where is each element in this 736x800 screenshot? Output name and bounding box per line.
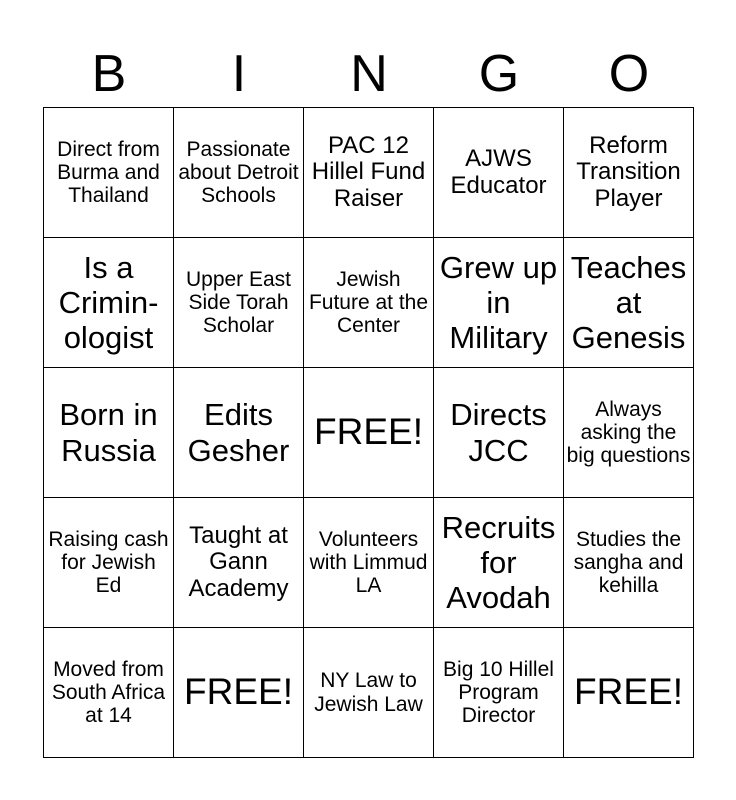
bingo-header: [44, 44, 694, 104]
bingo-cell-r2c1[interactable]: [44, 238, 174, 368]
free-space-text: FREE!: [314, 411, 423, 453]
bingo-cell-r3c3-free[interactable]: [304, 368, 434, 498]
cell-text: Upper East Side Torah Scholar: [185, 267, 292, 338]
bingo-cell-r2c5[interactable]: [564, 238, 694, 368]
bingo-cell-r5c4[interactable]: [434, 628, 564, 758]
cell-text: Reform Transition Player: [576, 131, 681, 212]
header-letter-b: B: [91, 45, 127, 103]
free-space-text: FREE!: [574, 671, 683, 713]
cell-text: Directs JCC: [450, 397, 547, 468]
cell-text: Big 10 Hillel Program Director: [443, 657, 554, 728]
bingo-cell-r5c1[interactable]: [44, 628, 174, 758]
bingo-cell-r4c3[interactable]: [304, 498, 434, 628]
header-letter-g: G: [478, 45, 520, 103]
cell-text: Raising cash for Jewish Ed: [48, 527, 169, 598]
bingo-cell-r3c4[interactable]: [434, 368, 564, 498]
bingo-cell-r5c3[interactable]: [304, 628, 434, 758]
bingo-cell-r4c5[interactable]: [564, 498, 694, 628]
bingo-grid: [43, 107, 694, 758]
bingo-cell-r2c2[interactable]: [174, 238, 304, 368]
cell-text: PAC 12 Hillel Fund Raiser: [311, 131, 426, 212]
bingo-cell-r1c5[interactable]: [564, 108, 694, 238]
header-letter-o: O: [608, 45, 650, 103]
bingo-cell-r5c5-free[interactable]: [564, 628, 694, 758]
bingo-cell-r4c1[interactable]: [44, 498, 174, 628]
cell-text: Taught at Gann Academy: [188, 521, 289, 602]
free-space-text: FREE!: [184, 671, 293, 713]
bingo-cell-r4c2[interactable]: [174, 498, 304, 628]
cell-text: Studies the sangha and kehilla: [573, 527, 684, 598]
cell-text: NY Law to Jewish Law: [314, 669, 423, 716]
header-letter-i: I: [231, 45, 247, 103]
cell-text: Direct from Burma and Thailand: [57, 137, 160, 208]
bingo-cell-r4c4[interactable]: [434, 498, 564, 628]
cell-text: Jewish Future at the Center: [308, 267, 429, 338]
bingo-cell-r1c4[interactable]: [434, 108, 564, 238]
cell-text: Teaches at Genesis: [570, 249, 687, 355]
cell-text: Born in Russia: [59, 397, 158, 468]
cell-text: Volunteers with Limmud LA: [309, 527, 428, 598]
cell-text: Moved from South Africa at 14: [51, 657, 166, 728]
bingo-cell-r3c5[interactable]: [564, 368, 694, 498]
bingo-cell-r5c2-free[interactable]: [174, 628, 304, 758]
bingo-cell-r2c4[interactable]: [434, 238, 564, 368]
cell-text: AJWS Educator: [450, 145, 547, 199]
bingo-cell-r1c2[interactable]: [174, 108, 304, 238]
bingo-cell-r3c2[interactable]: [174, 368, 304, 498]
bingo-cell-r1c1[interactable]: [44, 108, 174, 238]
bingo-cell-r2c3[interactable]: [304, 238, 434, 368]
cell-text: Edits Gesher: [187, 397, 290, 468]
bingo-cell-r1c3[interactable]: [304, 108, 434, 238]
cell-text: Always asking the big questions: [566, 397, 691, 468]
cell-text: Passionate about Detroit Schools: [178, 137, 299, 208]
cell-text: Is a Crimin-ologist: [58, 249, 159, 355]
header-letter-n: N: [350, 45, 388, 103]
bingo-cell-r3c1[interactable]: [44, 368, 174, 498]
cell-text: Recruits for Avodah: [441, 509, 556, 615]
cell-text: Grew up in Military: [439, 249, 558, 355]
